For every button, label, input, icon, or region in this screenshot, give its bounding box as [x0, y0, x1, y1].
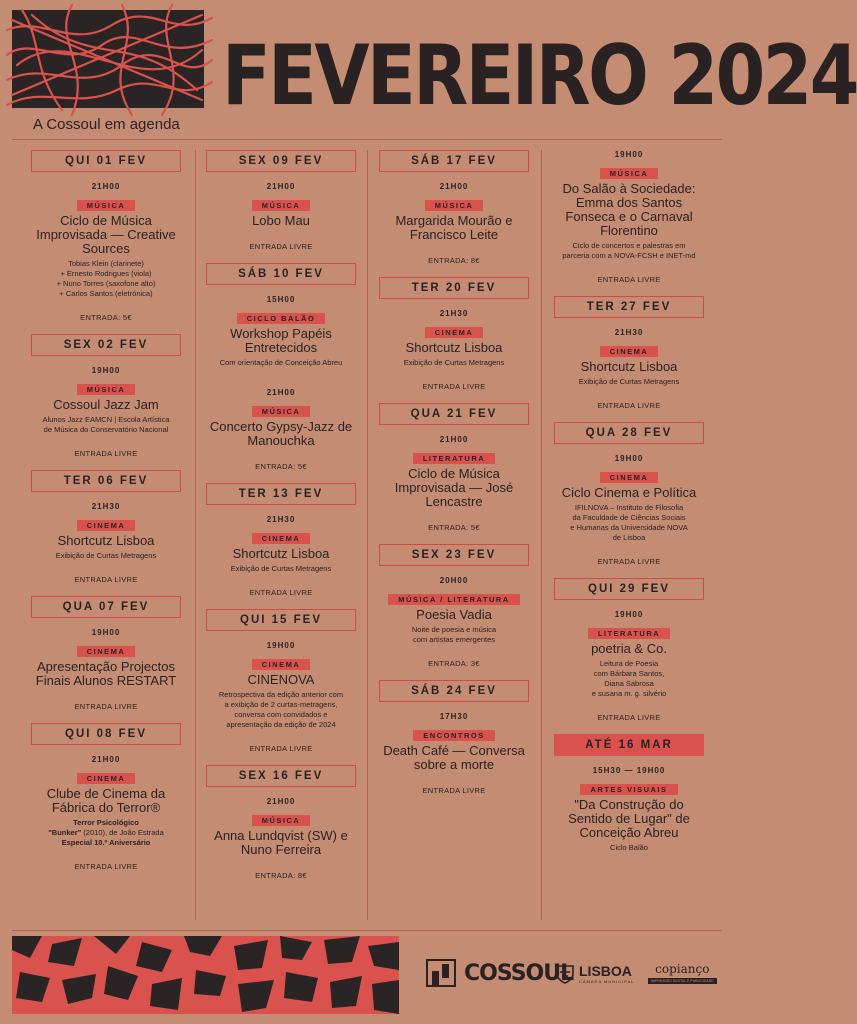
date-header: ATÉ 16 MAR [554, 734, 704, 756]
event [379, 309, 529, 391]
event-description: Leitura de Poesia com Bárbara Santos, Diana Sabrosa e susana m. g. silvério [591, 659, 667, 698]
column-4 [554, 150, 704, 865]
event-title: Shortcutz Lisboa [580, 359, 678, 374]
date-header: TER 06 FEV [31, 470, 181, 492]
event-description: Ciclo Balão [610, 843, 648, 852]
event [379, 712, 529, 795]
date-header: TER 13 FEV [206, 483, 356, 505]
lisboa-logo-subtext: CÂMARA MUNICIPAL [579, 978, 635, 984]
category-badge: CINEMA [77, 773, 136, 784]
scribble-artwork [12, 10, 204, 108]
event [31, 366, 181, 458]
event-time: 15H30 — 19H00 [592, 766, 666, 775]
event-title: Shortcutz Lisboa [405, 340, 503, 355]
event-time: 21H30 [266, 515, 296, 524]
event [31, 502, 181, 584]
geometric-artwork [12, 936, 399, 1014]
event-title: Workshop Papéis Entretecidos [230, 326, 332, 355]
category-badge: CINEMA [425, 327, 484, 338]
event-title: Ciclo de Música Improvisada — Creative Sources [36, 213, 176, 256]
date-header: SEX 02 FEV [31, 334, 181, 356]
category-badge: CINEMA [600, 472, 659, 483]
category-badge: CINEMA [600, 346, 659, 357]
event [31, 628, 181, 711]
category-badge: CINEMA [77, 646, 136, 657]
column-divider [541, 150, 542, 920]
event-title: Death Café — Conversa sobre a morte [383, 743, 525, 772]
copianco-logo-subtext: IMPRESSÃO DIGITAL E PUBLICIDADE [648, 978, 717, 984]
event-description: Com orientação de Conceição Abreu [219, 358, 343, 367]
category-badge: ARTES VISUAIS [580, 784, 677, 795]
entry-price: ENTRADA LIVRE [74, 575, 138, 584]
cossoul-icon [426, 959, 456, 987]
event-title: Poesia Vadia [416, 607, 492, 622]
event-time: 21H00 [266, 182, 296, 191]
entry-price: ENTRADA LIVRE [422, 786, 486, 795]
event-description: Exibição de Curtas Metragens [230, 564, 332, 573]
entry-price: ENTRADA LIVRE [249, 744, 313, 753]
event-title: Margarida Mourão e Francisco Leite [395, 213, 513, 242]
event-time: 19H00 [266, 641, 296, 650]
event-title: poetria & Co. [591, 641, 667, 656]
entry-price: ENTRADA: 3€ [428, 659, 480, 668]
entry-price: ENTRADA LIVRE [74, 862, 138, 871]
entry-price: ENTRADA LIVRE [249, 242, 313, 251]
category-badge: MÚSICA [252, 406, 311, 417]
date-header: QUI 01 FEV [31, 150, 181, 172]
date-header: QUA 21 FEV [379, 403, 529, 425]
event-title: "Da Construção do Sentido de Lugar" de Conceição Abreu [568, 797, 690, 840]
date-header: SÁB 10 FEV [206, 263, 356, 285]
event-description: Ciclo de concertos e palestras em parceria com a NOVA-FCSH e INET-md [562, 241, 696, 260]
entry-price: ENTRADA: 5€ [255, 462, 307, 471]
event-time: 21H00 [439, 435, 469, 444]
entry-price: ENTRADA LIVRE [597, 401, 661, 410]
event-title: Do Salão à Sociedade: Emma dos Santos Fonseca e o Carnaval Florentino [562, 181, 696, 238]
event-time: 21H00 [91, 182, 121, 191]
entry-price: ENTRADA LIVRE [597, 713, 661, 722]
event-description: Exibição de Curtas Metragens [55, 551, 157, 560]
event-time: 21H00 [266, 388, 296, 397]
entry-price: ENTRADA: 5€ [428, 523, 480, 532]
event-title: Ciclo Cinema e Política [561, 485, 697, 500]
column-divider [367, 150, 368, 920]
event-title: Apresentação Projectos Finais Alunos RESTART [35, 659, 177, 688]
event-description: Noite de poesia e música com artistas emergentes [411, 625, 497, 644]
cossoul-logo-text: COSSOUL [464, 960, 574, 986]
category-badge: MÚSICA [77, 384, 136, 395]
entry-price: ENTRADA LIVRE [74, 449, 138, 458]
event-description: Tobias Klein (clarinete) + Ernesto Rodrigues (viola) + Nuno Torres (saxofone alto) + Carlos Santos (eletrónica) [56, 259, 156, 298]
category-badge: CICLO BALÃO [237, 313, 326, 324]
date-header: SEX 09 FEV [206, 150, 356, 172]
event-time: 21H30 [91, 502, 121, 511]
event-time: 20H00 [439, 576, 469, 585]
entry-price: ENTRADA LIVRE [249, 588, 313, 597]
event-title: CINENOVA [247, 672, 315, 687]
event [554, 328, 704, 410]
date-header: QUA 28 FEV [554, 422, 704, 444]
event-description: IFILNOVA – Instituto de Filosofia da Faculdade de Ciências Sociais e Humanas da Universidade NOVA de Lisboa [570, 503, 688, 542]
date-header: SEX 16 FEV [206, 765, 356, 787]
event [31, 182, 181, 322]
event-title: Lobo Mau [252, 213, 310, 228]
date-header: TER 27 FEV [554, 296, 704, 318]
event-title: Shortcutz Lisboa [57, 533, 155, 548]
category-badge: LITERATURA [413, 453, 495, 464]
copianco-logo-text: copianço [655, 962, 710, 976]
date-header: QUA 07 FEV [31, 596, 181, 618]
category-badge: ENCONTROS [413, 730, 494, 741]
event-time: 21H00 [439, 182, 469, 191]
header-divider [12, 139, 722, 140]
date-header: SÁB 17 FEV [379, 150, 529, 172]
event [554, 150, 704, 284]
category-badge: MÚSICA [425, 200, 484, 211]
copianco-logo [648, 958, 717, 988]
entry-price: ENTRADA LIVRE [422, 382, 486, 391]
event-time: 19H00 [91, 366, 121, 375]
event [206, 388, 356, 471]
event [206, 515, 356, 597]
date-header: QUI 15 FEV [206, 609, 356, 631]
event [206, 182, 356, 251]
date-header: TER 20 FEV [379, 277, 529, 299]
event [206, 797, 356, 880]
footer-divider [12, 930, 722, 931]
page-title: FEVEREIRO 2024 [222, 27, 857, 124]
event-time: 17H30 [439, 712, 469, 721]
column-divider [195, 150, 196, 920]
event-title: Shortcutz Lisboa [232, 546, 330, 561]
event [554, 454, 704, 566]
lisboa-logo [555, 958, 635, 988]
date-header: SEX 23 FEV [379, 544, 529, 566]
page-subtitle: A Cossoul em agenda [33, 116, 180, 133]
column-2 [206, 150, 356, 892]
lisboa-logo-text: LISBOA [579, 962, 632, 979]
event [379, 435, 529, 532]
category-badge: MÚSICA / LITERATURA [388, 594, 519, 605]
event-time: 19H00 [614, 454, 644, 463]
event-time: 21H00 [91, 755, 121, 764]
category-badge: MÚSICA [252, 200, 311, 211]
event [206, 641, 356, 753]
event [379, 576, 529, 668]
cossoul-logo [426, 958, 573, 988]
date-header: QUI 29 FEV [554, 578, 704, 600]
column-3 [379, 150, 529, 807]
category-badge: MÚSICA [77, 200, 136, 211]
event-title: Anna Lundqvist (SW) e Nuno Ferreira [214, 828, 348, 857]
entry-price: ENTRADA LIVRE [74, 702, 138, 711]
column-1 [31, 150, 181, 883]
event-time: 19H00 [91, 628, 121, 637]
event-title: Concerto Gypsy-Jazz de Manouchka [209, 419, 353, 448]
event-time: 19H00 [614, 150, 644, 159]
category-badge: CINEMA [252, 659, 311, 670]
event [31, 755, 181, 871]
date-header: SÁB 24 FEV [379, 680, 529, 702]
category-badge: MÚSICA [600, 168, 659, 179]
event-time: 19H00 [614, 610, 644, 619]
date-header: QUI 08 FEV [31, 723, 181, 745]
event [206, 295, 356, 368]
category-badge: MÚSICA [252, 815, 311, 826]
event-title: Cossoul Jazz Jam [53, 397, 159, 412]
event-title: Ciclo de Música Improvisada — José Lencastre [394, 466, 514, 509]
entry-price: ENTRADA: 8€ [428, 256, 480, 265]
event-description: Retrospectiva da edição anterior com a exibição de 2 curtas-metragens, conversa com convidados e apresentação da edição de 2024 [218, 690, 344, 729]
entry-price: ENTRADA: 8€ [255, 871, 307, 880]
event-time: 15H00 [266, 295, 296, 304]
entry-price: ENTRADA LIVRE [597, 275, 661, 284]
category-badge: CINEMA [77, 520, 136, 531]
category-badge: LITERATURA [588, 628, 670, 639]
entry-price: ENTRADA LIVRE [597, 557, 661, 566]
event-description: Exibição de Curtas Metragens [403, 358, 505, 367]
entry-price: ENTRADA: 5€ [80, 313, 132, 322]
event [554, 766, 704, 853]
event [554, 610, 704, 722]
event-title: Clube de Cinema da Fábrica do Terror® [46, 786, 166, 815]
event-description: Terror Psicológico "Bunker" (2010), de João Estrada Especial 10.º Aniversário [48, 818, 164, 847]
event-description: Alunos Jazz EAMCN | Escola Artística de Música do Conservatório Nacional [42, 415, 170, 434]
lisboa-crest-icon [555, 962, 575, 984]
category-badge: CINEMA [252, 533, 311, 544]
event-time: 21H00 [266, 797, 296, 806]
event-time: 21H30 [614, 328, 644, 337]
event [379, 182, 529, 265]
event-description: Exibição de Curtas Metragens [578, 377, 680, 386]
event-time: 21H30 [439, 309, 469, 318]
